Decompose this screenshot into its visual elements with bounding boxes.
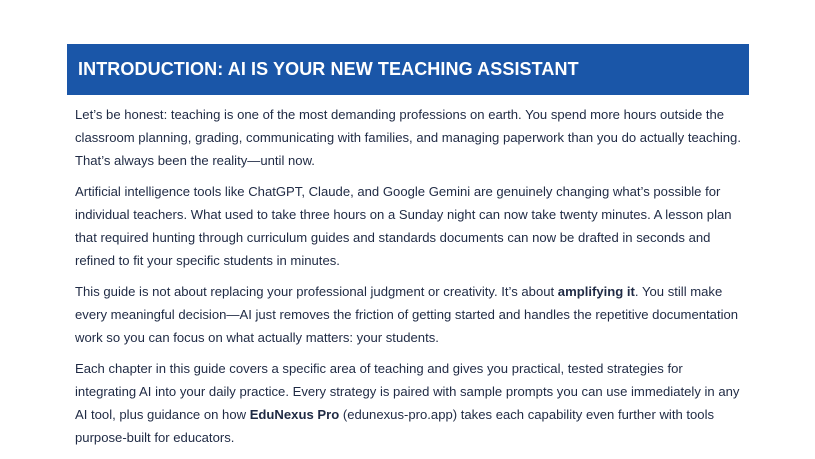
- paragraph-1: [75, 103, 747, 172]
- paragraph-3-text-start: This guide is not about replacing your professional judgment or creativity. It’s about: [75, 284, 558, 299]
- emphasis-product-name: EduNexus Pro: [249, 407, 340, 422]
- paragraph-2: [75, 180, 747, 272]
- paragraph-2-text: Artificial intelligence tools like ChatGPT, Claude, and Google Gemini are genuinely changing what’s possible for individual teachers. What used to take three hours on a Sunday night can now take twenty minutes. A lesson plan that required hunting through curriculum guides and standards documents can now be drafted in seconds and refined to fit your specific students in minutes.: [75, 184, 732, 268]
- paragraph-1-text: Let’s be honest: teaching is one of the most demanding professions on earth. You spend more hours outside the classroom planning, grading, communicating with families, and managing paperwork than you do actually teaching. That’s always been the reality—until now.: [75, 107, 741, 168]
- intro-body: [75, 103, 747, 457]
- section-header: [67, 44, 749, 95]
- paragraph-3: [75, 280, 747, 349]
- emphasis-amplifying: amplifying it: [557, 284, 635, 299]
- paragraph-4-text-start: Each chapter in this guide covers a specific area of teaching and gives you practical, tested strategies for integrating AI into your daily practice. Every strategy is paired with sample prompts you can use immediately in any AI tool, plus guidance on how: [75, 361, 740, 422]
- paragraph-4-text-end: (edunexus-pro.app) takes each capability even further with tools purpose-built for educators.: [75, 407, 715, 445]
- paragraph-4: [75, 357, 747, 449]
- section-title: INTRODUCTION: AI IS YOUR NEW TEACHING ASSISTANT: [78, 59, 579, 79]
- paragraph-3-text-end: . You still make every meaningful decision—AI just removes the friction of getting started and handles the repetitive documentation work so you can focus on what actually matters: your students.: [75, 284, 739, 345]
